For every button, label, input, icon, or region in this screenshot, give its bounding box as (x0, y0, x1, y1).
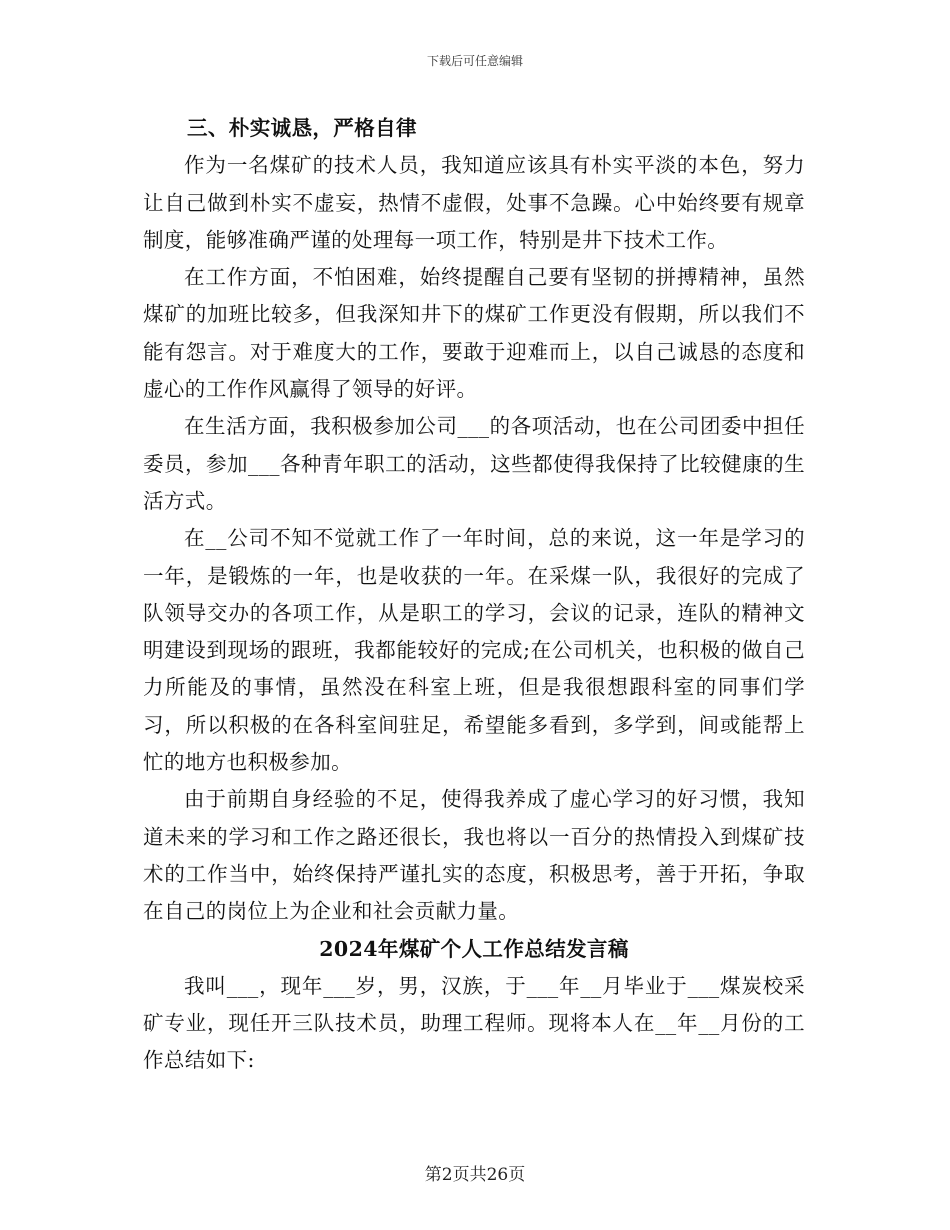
page-footer: 第2页共26页 (424, 1165, 526, 1185)
paragraph: 我叫___，现年___岁，男，汉族，于___年__月毕业于___煤炭校采矿专业，现任开三队技术员，助理工程师。现将本人在__年__月份的工作总结如下: (143, 973, 805, 1073)
paragraph: 在生活方面，我积极参加公司___的各项活动，也在公司团委中担任委员，参加___各种青年职工的活动，这些都使得我保持了比较健康的生活方式。 (143, 414, 805, 513)
paragraph: 由于前期自身经验的不足，使得我养成了虚心学习的好习惯，我知道未来的学习和工作之路还很长，我也将以一百分的热情投入到煤矿技术的工作当中，始终保持严谨扎实的态度，积极思考，善于开拓，争取在自己的岗位上为企业和社会贡献力量。 (143, 787, 805, 924)
header-note: 下载后可任意编辑 (426, 54, 523, 68)
section-heading: 三、朴实诚恳，严格自律 (187, 116, 417, 140)
document-body (143, 110, 805, 1080)
doc-title: 2024年煤矿个人工作总结发言稿 (319, 936, 629, 961)
paragraph: 在工作方面，不怕困难，始终提醒自己要有坚韧的拼搏精神，虽然煤矿的加班比较多，但我深知井下的煤矿工作更没有假期，所以我们不能有怨言。对于难度大的工作，要敢于迎难而上，以自己诚恳的态度和虚心的工作作风赢得了领导的好评。 (143, 265, 805, 402)
paragraph: 在__公司不知不觉就工作了一年时间，总的来说，这一年是学习的一年，是锻炼的一年，也是收获的一年。在采煤一队，我很好的完成了队领导交办的各项工作，从是职工的学习，会议的记录，连队的精神文明建设到现场的跟班，我都能较好的完成;在公司机关，也积极的做自己力所能及的事情，虽然没在科室上班，但是我很想跟科室的同事们学习，所以积极的在各科室间驻足，希望能多看到，多学到，间或能帮上忙的地方也积极参加。 (143, 526, 805, 775)
paragraph: 作为一名煤矿的技术人员，我知道应该具有朴实平淡的本色，努力让自己做到朴实不虚妄，热情不虚假，处事不急躁。心中始终要有规章制度，能够准确严谨的处理每一项工作，特别是井下技术工作。 (143, 153, 805, 252)
